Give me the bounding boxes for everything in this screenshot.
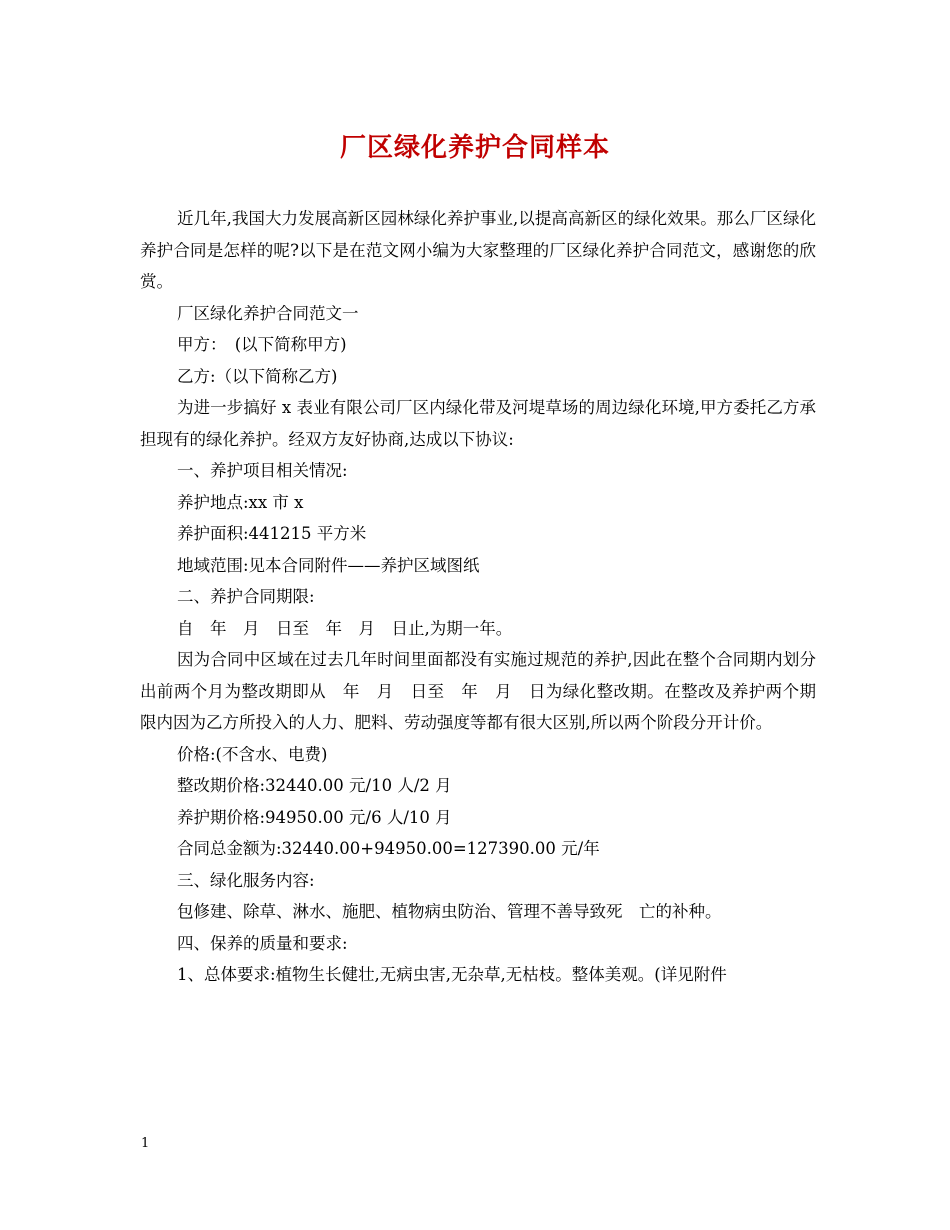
paragraph-rectification: 因为合同中区域在过去几年时间里面都没有实施过规范的养护,因此在整个合同期内划分出前两个月为整改期即从 年 月 日至 年 月 日为绿化整改期。在整改及养护两个期限内因为乙方所投入的人力、肥料、劳动强度等都有很大区别,所以两个阶段分开计价。 — [140, 650, 816, 732]
paragraph-overall-requirement: 1、总体要求:植物生长健壮,无病虫害,无杂草,无枯枝。整体美观。(详见附件 — [177, 965, 727, 984]
paragraph-price-note: 价格:(不含水、电费) — [177, 744, 328, 764]
paragraph-service-content: 包修建、除草、淋水、施肥、植物病虫防治、管理不善导致死 亡的补种。 — [177, 902, 722, 921]
paragraph-purpose: 为进一步搞好 x 表业有限公司厂区内绿化带及河堤草场的周边绿化环境,甲方委托乙方承担现有的绿化养护。经双方友好协商,达成以下协议: — [140, 398, 816, 449]
paragraph-rectification-price: 整改期价格:32440.00 元/10 人/2 月 — [177, 776, 452, 795]
page-number: 1 — [141, 1136, 150, 1151]
section-heading-3: 三、绿化服务内容: — [177, 870, 315, 890]
section-heading-2: 二、养护合同期限: — [177, 587, 315, 606]
document-title: 厂区绿化养护合同样本 — [339, 133, 610, 163]
paragraph-maintenance-price: 养护期价格:94950.00 元/6 人/10 月 — [177, 807, 452, 827]
paragraph-total-amount: 合同总金额为:32440.00+94950.00=127390.00 元/年 — [177, 839, 600, 858]
paragraph-term: 自 年 月 日至 年 月 日止,为期一年。 — [177, 618, 513, 638]
section-heading-4: 四、保养的质量和要求: — [177, 933, 348, 953]
paragraph-area: 养护面积:441215 平方米 — [177, 524, 367, 543]
paragraph-party-a: 甲方： (以下简称甲方) — [177, 335, 347, 354]
paragraph-scope: 地域范围:见本合同附件——养护区域图纸 — [177, 555, 480, 575]
paragraph-location: 养护地点:xx 市 x — [177, 492, 304, 512]
section-heading-1: 一、养护项目相关情况: — [177, 461, 348, 480]
document-body — [140, 203, 816, 991]
paragraph-party-b: 乙方:（以下简称乙方) — [177, 366, 338, 386]
paragraph-sample-heading: 厂区绿化养护合同范文一 — [177, 303, 359, 323]
paragraph-intro: 近几年,我国大力发展高新区园林绿化养护事业,以提高高新区的绿化效果。那么厂区绿化养护合同是怎样的呢?以下是在范文网小编为大家整理的厂区绿化养护合同范文，感谢您的欣赏。 — [140, 209, 816, 291]
